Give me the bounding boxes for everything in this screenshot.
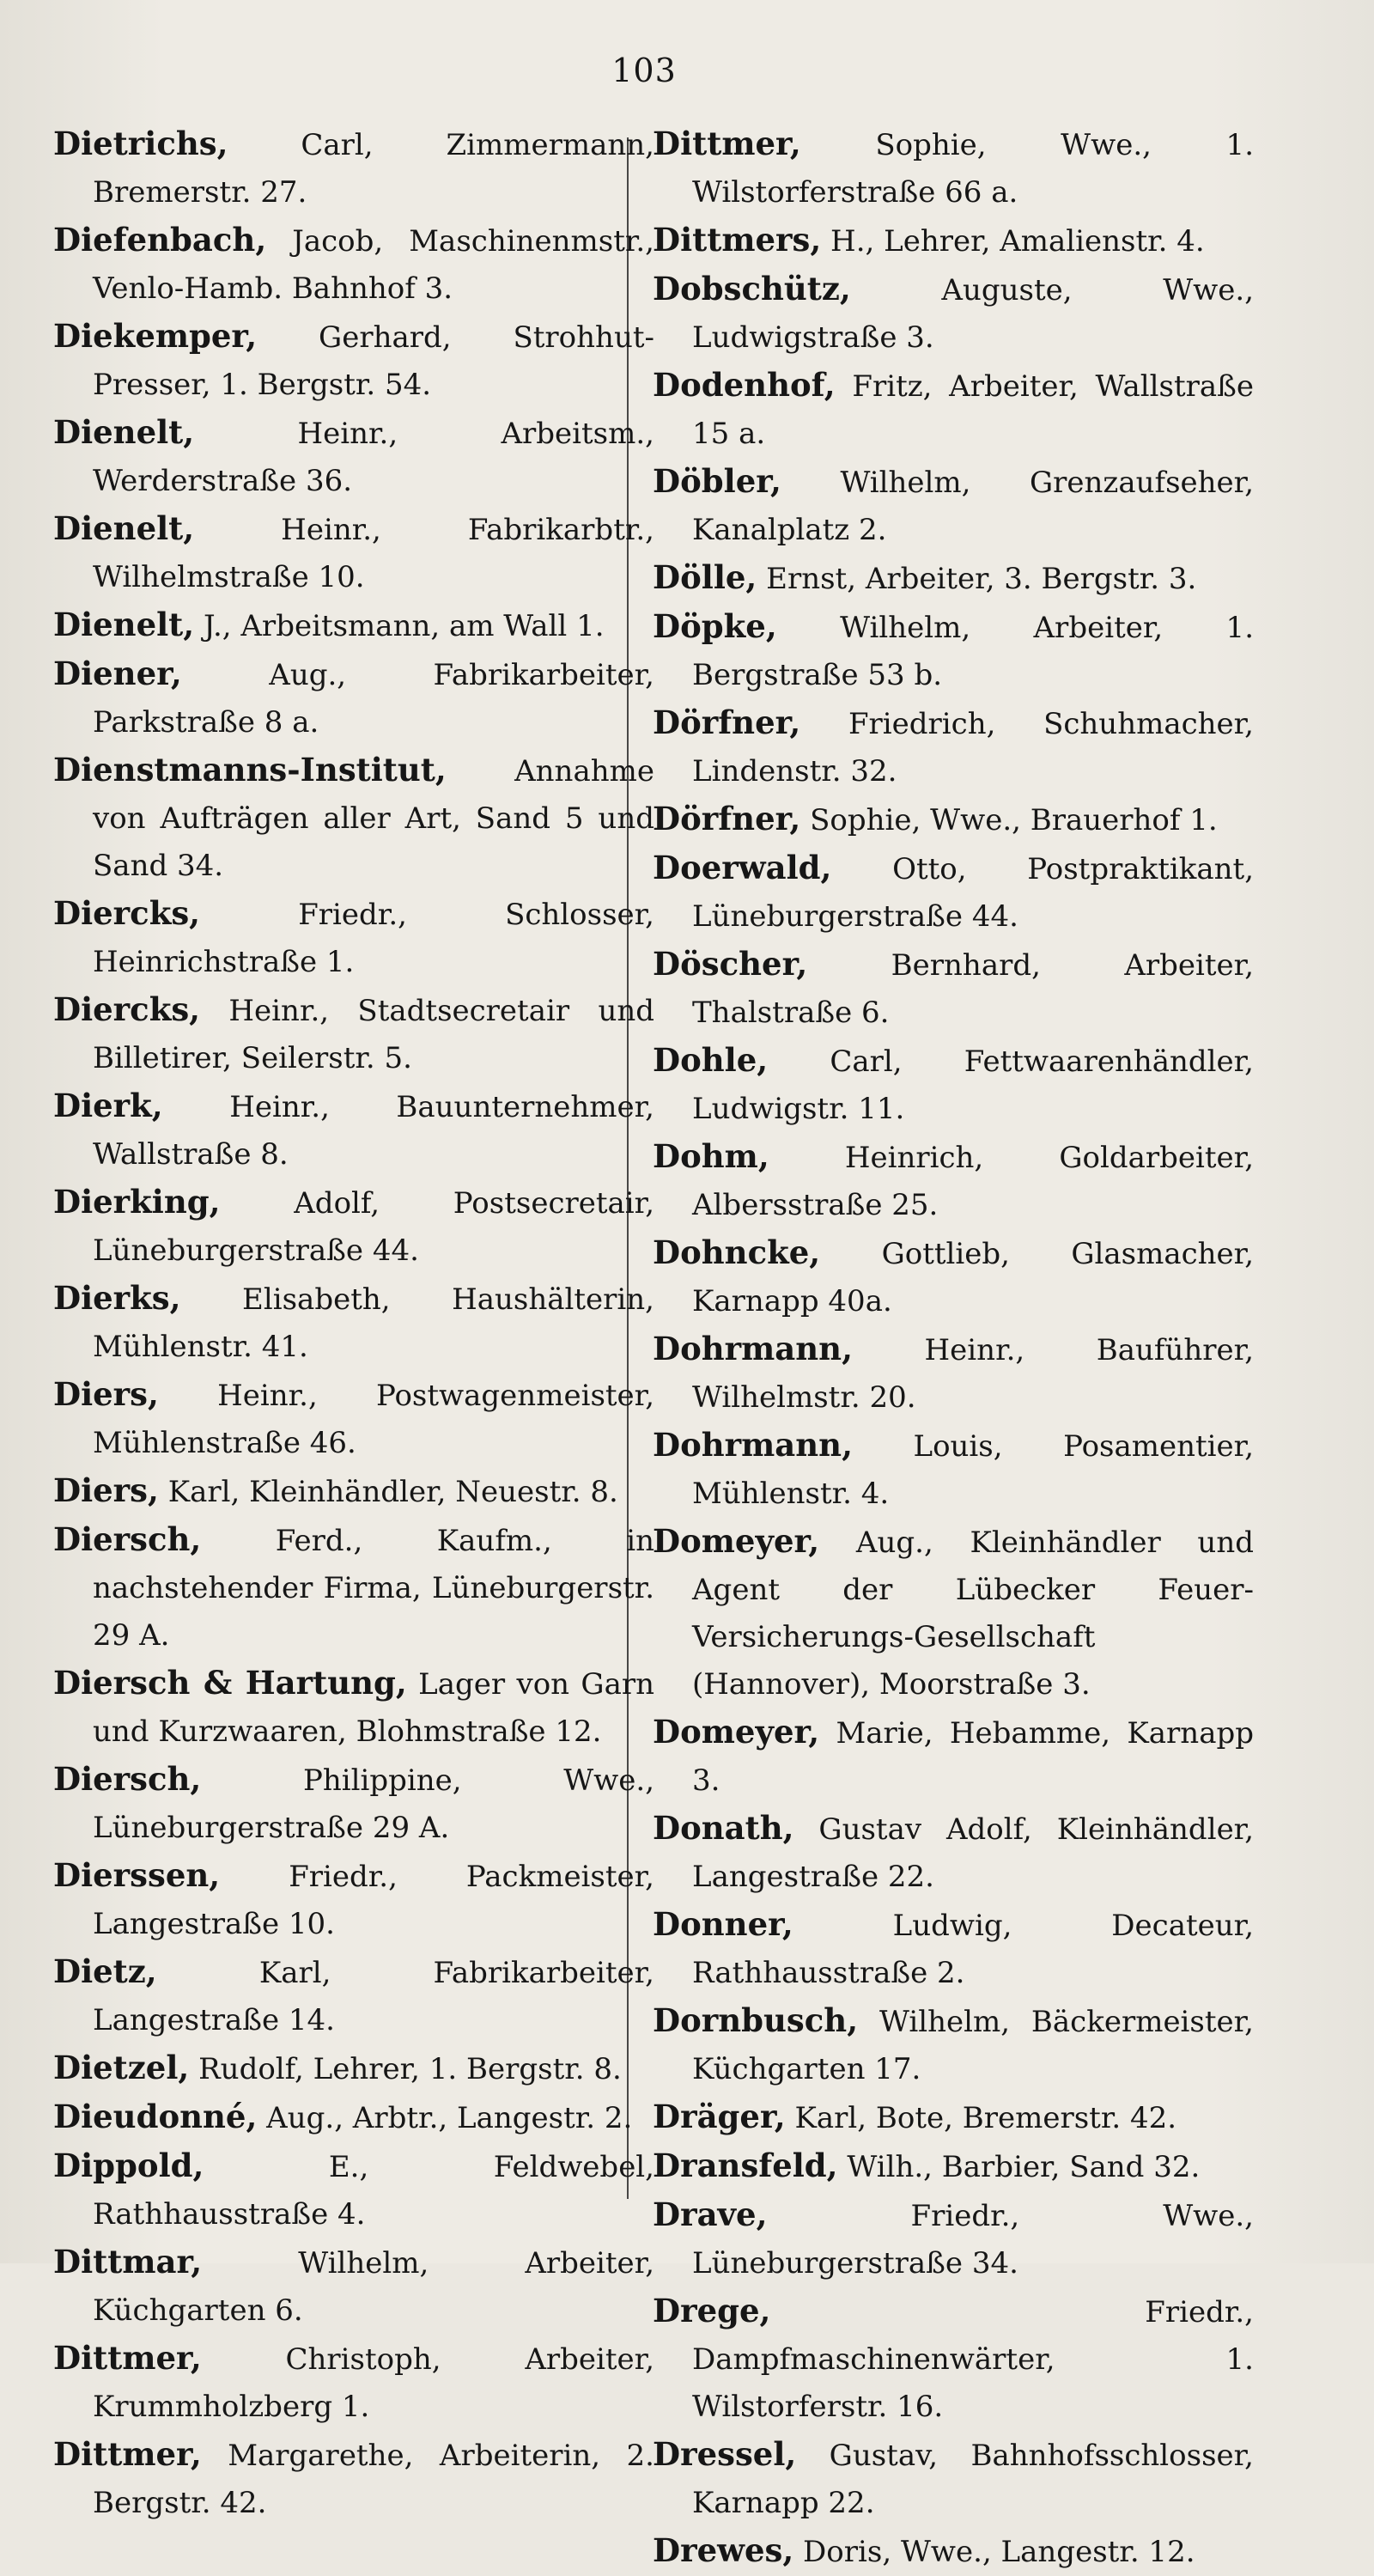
entry-detail: Ferd., Kaufm., in nachstehender Firma, Lüneburgerstr. 29 A. bbox=[93, 1524, 654, 1653]
entry-detail: Friedrich, Schuhmacher, Lindenstr. 32. bbox=[692, 707, 1254, 789]
entry-detail: Ludwig, Decateur, Rathhausstraße 2. bbox=[692, 1909, 1254, 1990]
entry-name: Diersch, bbox=[53, 1520, 202, 1558]
entry-name: Dierssen, bbox=[53, 1856, 221, 1894]
entry-name: Dornbusch, bbox=[653, 2001, 859, 2039]
directory-entry bbox=[653, 265, 1254, 362]
entry-detail: Elisabeth, Haushälterin, Mühlenstr. 41. bbox=[93, 1282, 654, 1364]
entry-name: Drave, bbox=[653, 2195, 768, 2233]
directory-entry bbox=[53, 1852, 654, 1948]
directory-entry bbox=[53, 890, 654, 986]
entry-name: Dierking, bbox=[53, 1183, 221, 1221]
entry-name: Dobschütz, bbox=[653, 270, 851, 308]
entry-detail: Karl, Kleinhändler, Neuestr. 8. bbox=[167, 1475, 618, 1509]
directory-entry bbox=[53, 601, 654, 650]
entry-name: Dippold, bbox=[53, 2147, 204, 2184]
directory-entry bbox=[653, 2527, 1254, 2576]
entry-detail: Gustav, Bahnhofsschlosser, Karnapp 22. bbox=[692, 2439, 1254, 2520]
entry-name: Döbler, bbox=[653, 462, 781, 500]
entry-detail: Jacob, Maschinenmstr., Venlo-Hamb. Bahnhof 3. bbox=[93, 224, 654, 306]
entry-detail: Carl, Zimmermann, Bremerstr. 27. bbox=[93, 128, 654, 210]
entry-detail: Wilhelm, Arbeiter, 1. Bergstraße 53 b. bbox=[692, 611, 1254, 692]
entry-detail: Annahme von Aufträgen aller Art, Sand 5 und Sand 34. bbox=[93, 754, 654, 883]
entry-detail: Ernst, Arbeiter, 3. Bergstr. 3. bbox=[766, 562, 1197, 596]
directory-entry bbox=[53, 1467, 654, 1516]
entry-detail: Lager von Garn und Kurzwaaren, Blohmstraße 12. bbox=[93, 1667, 654, 1749]
entry-detail: Heinr., Stadtsecretair und Billetirer, Seilerstr. 5. bbox=[93, 994, 654, 1075]
entry-detail: Friedr., Packmeister, Langestraße 10. bbox=[93, 1860, 654, 1941]
entry-name: Dittmer, bbox=[653, 125, 801, 162]
entry-detail: Wilh., Barbier, Sand 32. bbox=[847, 2150, 1201, 2184]
entry-detail: Friedr., Dampfmaschinenwärter, 1. Wilstorferstr. 16. bbox=[692, 2295, 1254, 2424]
entry-detail: Heinr., Postwagenmeister, Mühlenstraße 46. bbox=[93, 1379, 654, 1460]
directory-entry bbox=[653, 1133, 1254, 1229]
directory-entry bbox=[53, 2238, 654, 2335]
directory-entry bbox=[653, 2142, 1254, 2191]
entry-detail: Aug., Kleinhändler und Agent der Lübecker Feuer-Versicherungs-Gesellschaft (Hannover), Moorstraße 3. bbox=[692, 1526, 1254, 1702]
entry-name: Dittmer, bbox=[53, 2339, 202, 2377]
directory-entry bbox=[653, 1708, 1254, 1805]
directory-entry bbox=[653, 603, 1254, 699]
entry-detail: Bernhard, Arbeiter, Thalstraße 6. bbox=[692, 948, 1255, 1030]
entry-detail: Sophie, Wwe., Brauerhof 1. bbox=[810, 803, 1218, 837]
entry-name: Dietz, bbox=[53, 1952, 157, 1990]
entry-detail: Christoph, Arbeiter, Krummholzberg 1. bbox=[93, 2342, 654, 2424]
directory-entry bbox=[53, 1371, 654, 1467]
entry-detail: Wilhelm, Grenzaufseher, Kanalplatz 2. bbox=[692, 466, 1254, 547]
entry-detail: Heinr., Arbeitsm., Werderstraße 36. bbox=[93, 417, 654, 498]
entry-name: Dienelt, bbox=[53, 606, 195, 643]
entry-name: Diercks, bbox=[53, 894, 201, 932]
entry-name: Diersch & Hartung, bbox=[53, 1664, 407, 1702]
entry-name: Döpke, bbox=[653, 607, 777, 645]
entry-name: Dierks, bbox=[53, 1279, 181, 1317]
entry-name: Dietzel, bbox=[53, 2049, 190, 2086]
directory-entry bbox=[653, 458, 1254, 554]
entry-name: Dohrmann, bbox=[653, 1330, 853, 1367]
directory-entry bbox=[653, 699, 1254, 795]
directory-entry bbox=[653, 1229, 1254, 1325]
entry-detail: Friedr., Wwe., Lüneburgerstraße 34. bbox=[692, 2199, 1254, 2281]
entry-detail: Friedr., Schlosser, Heinrichstraße 1. bbox=[93, 898, 654, 979]
entry-name: Domeyer, bbox=[653, 1713, 820, 1751]
directory-entry bbox=[53, 2093, 654, 2142]
entry-name: Dölle, bbox=[653, 558, 757, 596]
directory-entry bbox=[653, 2093, 1254, 2142]
entry-name: Diers, bbox=[53, 1471, 159, 1509]
directory-entry bbox=[653, 2287, 1254, 2431]
page-number: 103 bbox=[611, 52, 677, 89]
entry-name: Dohm, bbox=[653, 1137, 769, 1175]
entry-name: Dieudonné, bbox=[53, 2098, 258, 2135]
entry-name: Drewes, bbox=[653, 2531, 794, 2569]
entry-name: Diersch, bbox=[53, 1760, 202, 1798]
directory-entry bbox=[653, 844, 1254, 941]
entry-name: Dienelt, bbox=[53, 509, 195, 547]
directory-entry bbox=[53, 1948, 654, 2044]
entry-detail: Doris, Wwe., Langestr. 12. bbox=[803, 2535, 1195, 2569]
entry-name: Dräger, bbox=[653, 2098, 786, 2135]
entry-detail: Rudolf, Lehrer, 1. Bergstr. 8. bbox=[198, 2052, 622, 2086]
entry-detail: Gottlieb, Glasmacher, Karnapp 40a. bbox=[692, 1237, 1255, 1318]
entry-detail: Karl, Fabrikarbeiter, Langestraße 14. bbox=[93, 1956, 654, 2037]
directory-entry bbox=[53, 1082, 654, 1178]
entry-detail: Karl, Bote, Bremerstr. 42. bbox=[794, 2101, 1177, 2135]
directory-entry bbox=[53, 1659, 654, 1756]
directory-entry bbox=[53, 1516, 654, 1659]
entry-detail: Aug., Arbtr., Langestr. 2. bbox=[266, 2101, 633, 2135]
entry-name: Döscher, bbox=[653, 945, 808, 983]
entry-name: Dohncke, bbox=[653, 1233, 821, 1271]
entry-detail: Otto, Postpraktikant, Lüneburgerstraße 44. bbox=[692, 852, 1254, 934]
entry-name: Dienstmanns-Institut, bbox=[53, 751, 447, 789]
entry-detail: Gerhard, Strohhut-Presser, 1. Bergstr. 54. bbox=[93, 320, 654, 402]
directory-entry bbox=[653, 2431, 1254, 2527]
entry-detail: Wilhelm, Arbeiter, Küchgarten 6. bbox=[93, 2246, 654, 2328]
directory-entry bbox=[53, 1756, 654, 1852]
entry-detail: Heinr., Fabrikarbtr., Wilhelmstraße 10. bbox=[93, 513, 654, 594]
directory-entry bbox=[653, 1997, 1254, 2093]
entry-detail: J., Arbeitsmann, am Wall 1. bbox=[203, 609, 605, 643]
entry-name: Diefenbach, bbox=[53, 221, 267, 259]
right-column bbox=[653, 120, 1254, 2576]
directory-entry bbox=[53, 2431, 654, 2527]
entry-name: Diers, bbox=[53, 1375, 159, 1413]
entry-name: Dörfner, bbox=[653, 800, 801, 837]
directory-entry bbox=[653, 1518, 1254, 1708]
directory-entry bbox=[53, 505, 654, 601]
entry-name: Diekemper, bbox=[53, 317, 258, 355]
entry-name: Dittmers, bbox=[653, 221, 822, 259]
directory-entry bbox=[53, 2142, 654, 2238]
entry-name: Diercks, bbox=[53, 990, 201, 1028]
directory-entry bbox=[653, 554, 1254, 603]
entry-detail: Philippine, Wwe., Lüneburgerstraße 29 A. bbox=[93, 1763, 655, 1845]
directory-entry bbox=[53, 216, 654, 313]
entry-name: Dittmar, bbox=[53, 2243, 203, 2281]
entry-name: Dienelt, bbox=[53, 413, 195, 451]
entry-name: Doerwald, bbox=[653, 849, 832, 886]
directory-entry bbox=[53, 313, 654, 409]
directory-entry bbox=[653, 941, 1254, 1037]
entry-detail: Wilhelm, Bäckermeister, Küchgarten 17. bbox=[692, 2005, 1254, 2086]
entry-detail: Sophie, Wwe., 1. Wilstorferstraße 66 a. bbox=[692, 128, 1254, 210]
directory-entry bbox=[653, 795, 1254, 844]
entry-name: Dressel, bbox=[653, 2435, 797, 2473]
entry-name: Donner, bbox=[653, 1905, 793, 1943]
entry-name: Dohrmann, bbox=[653, 1426, 853, 1464]
entry-detail: Fritz, Arbeiter, Wallstraße 15 a. bbox=[692, 369, 1254, 451]
directory-entry bbox=[53, 1178, 654, 1275]
entry-name: Dietrichs, bbox=[53, 125, 228, 162]
left-column bbox=[53, 120, 654, 2527]
entry-name: Dörfner, bbox=[653, 703, 801, 741]
directory-entry bbox=[53, 120, 654, 216]
entry-detail: Aug., Fabrikarbeiter, Parkstraße 8 a. bbox=[93, 658, 654, 740]
entry-detail: Adolf, Postsecretair, Lüneburgerstraße 44. bbox=[93, 1186, 654, 1268]
entry-detail: Heinr., Bauführer, Wilhelmstr. 20. bbox=[692, 1333, 1254, 1415]
directory-entry bbox=[53, 986, 654, 1082]
entry-name: Dransfeld, bbox=[653, 2147, 838, 2184]
entry-detail: Marie, Hebamme, Karnapp 3. bbox=[692, 1716, 1254, 1798]
directory-entry bbox=[653, 120, 1254, 216]
entry-detail: Carl, Fettwaarenhändler, Ludwigstr. 11. bbox=[692, 1044, 1254, 1126]
entry-name: Dodenhof, bbox=[653, 366, 836, 404]
entry-detail: Heinr., Bauunternehmer, Wallstraße 8. bbox=[93, 1090, 654, 1172]
entry-name: Donath, bbox=[653, 1809, 794, 1847]
directory-entry bbox=[653, 362, 1254, 458]
entry-detail: H., Lehrer, Amalienstr. 4. bbox=[830, 224, 1205, 259]
directory-entry bbox=[53, 650, 654, 746]
entry-detail: Margarethe, Arbeiterin, 2. Bergstr. 42. bbox=[93, 2439, 654, 2520]
entry-name: Dohle, bbox=[653, 1041, 769, 1079]
directory-entry bbox=[53, 2044, 654, 2093]
directory-entry bbox=[53, 746, 654, 890]
entry-detail: E., Feldwebel, Rathhausstraße 4. bbox=[93, 2150, 654, 2232]
entry-detail: Heinrich, Goldarbeiter, Albersstraße 25. bbox=[692, 1141, 1254, 1222]
entry-detail: Louis, Posamentier, Mühlenstr. 4. bbox=[692, 1429, 1254, 1511]
entry-name: Domeyer, bbox=[653, 1522, 820, 1560]
directory-entry bbox=[53, 2335, 654, 2431]
entry-name: Drege, bbox=[653, 2292, 771, 2329]
directory-entry bbox=[653, 1805, 1254, 1901]
directory-entry bbox=[653, 1422, 1254, 1518]
directory-entry bbox=[653, 1037, 1254, 1133]
directory-entry bbox=[53, 409, 654, 505]
directory-entry bbox=[53, 1275, 654, 1371]
directory-entry bbox=[653, 216, 1254, 265]
entry-name: Diener, bbox=[53, 655, 182, 692]
entry-name: Dierk, bbox=[53, 1087, 163, 1124]
directory-entry bbox=[653, 1901, 1254, 1997]
entry-detail: Gustav Adolf, Kleinhändler, Langestraße 22. bbox=[692, 1812, 1255, 1894]
directory-entry bbox=[653, 2191, 1254, 2287]
entry-detail: Auguste, Wwe., Ludwigstraße 3. bbox=[692, 273, 1254, 355]
directory-entry bbox=[653, 1325, 1254, 1422]
entry-name: Dittmer, bbox=[53, 2435, 202, 2473]
